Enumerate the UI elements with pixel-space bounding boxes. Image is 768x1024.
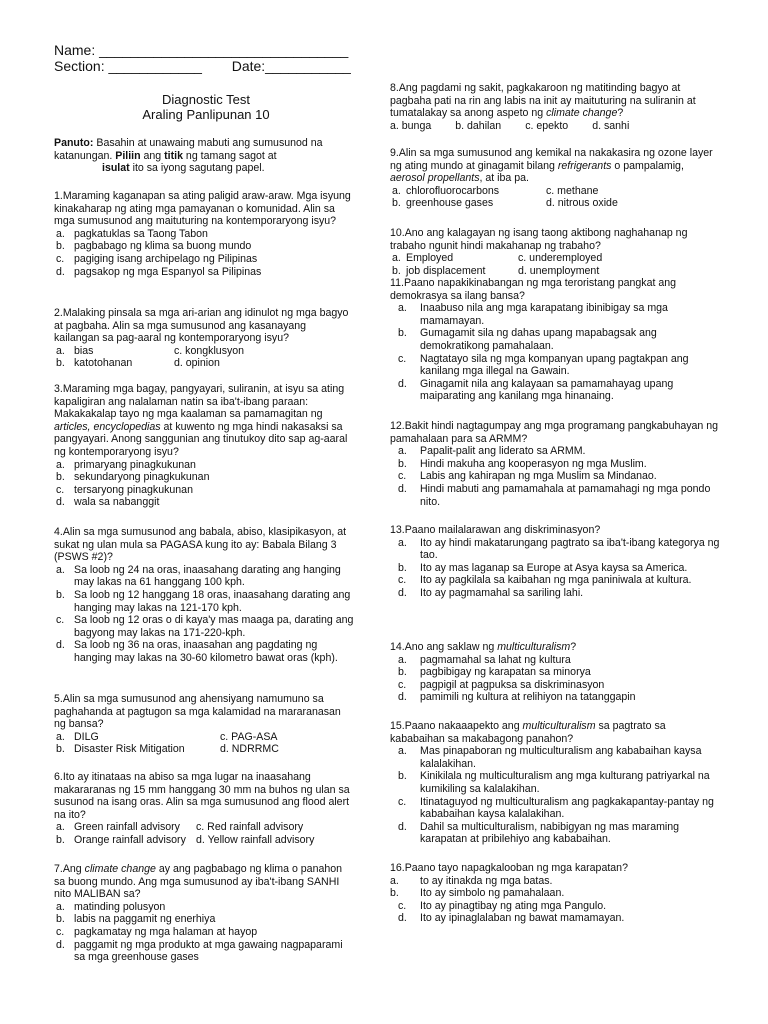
question-stem: 3.Maraming mga bagay, pangyayari, suliranin, at isyu sa ating kapaligiran ang nalalaman natin sa iba't-ibang paraan: Makakakalap tayo ng mga kaalaman sa pamamagitan ng articles, encyclopedias at kuwento ng mga hindi nakasaksi sa pangyayari. Anong sanggunian ang tinutukoy dito sap ag-aaral ng kontemporaryong isyu? (54, 383, 348, 458)
question-stem: 13.Paano mailalarawan ang diskriminasyon? (390, 524, 601, 536)
option-a[interactable]: a. Inaabuso nila ang mga karapatang ibinibigay sa mga mamamayan. (398, 302, 668, 327)
question-stem: 14.Ano ang saklaw ng multiculturalism? (390, 641, 577, 653)
question-stem: 10.Ano ang kalagayan ng isang taong aktibong naghahanap ng trabaho ngunit hindi makahanap ng trabaho? (390, 227, 688, 252)
question-4 (54, 526, 354, 665)
question-6 (54, 771, 354, 847)
option-a[interactable]: a. bunga (390, 119, 432, 132)
question-stem: 6.Ito ay itinataas na abiso sa mga lugar na inaasahang makararanas ng 15 mm hanggang 30 mm na buhos ng ulan sa susunod na isang oras. Alin sa mga sumusunod ang flood alert na ito? (54, 771, 350, 821)
option-a[interactable]: a. Sa loob ng 24 na oras, inaasahang darating ang hanging may lakas na 61 hanggang 100 kph. (56, 563, 341, 589)
option-c[interactable]: c. pagkamatay ng mga halaman at hayop (56, 925, 258, 938)
option-c[interactable]: c. Sa loob ng 12 oras o di kaya'y mas maaga pa, darating ang bagyong may lakas na 171-220-kph. (56, 614, 354, 639)
student-info-block (54, 42, 364, 74)
option-b[interactable]: b. greenhouse gases (392, 197, 494, 210)
option-b[interactable]: b. Disaster Risk Mitigation (56, 743, 185, 756)
instructions: Panuto: Basahin at unawaing mabuti ang sumusunod na katanungan. Piliin ang titik ng tamang sagot at isulat ito sa iyong sagutang papel. (54, 137, 323, 175)
question-stem: 8.Ang pagdami ng sakit, pagkakaroon ng matitinding bagyo at pagbaha pati na rin ang labis na init ay maituturing na suliranin at tumatalakay sa anong aspeto ng climate change? (390, 82, 696, 120)
option-b[interactable]: b. Gumagamit sila ng dahas upang mapabagsak ang demokratikong pamahalaan. (398, 327, 657, 352)
option-b[interactable]: b. pagbibigay ng karapatan sa minorya (398, 666, 591, 679)
question-15 (390, 720, 720, 846)
option-c[interactable]: c. kongklusyon (174, 344, 245, 357)
option-a[interactable]: a. Employed (392, 252, 454, 265)
question-13 (390, 524, 720, 600)
question-14 (390, 641, 720, 704)
title-block (54, 92, 358, 122)
question-stem: 16.Paano tayo napagkalooban ng mga karapatan? (390, 862, 628, 874)
option-a[interactable]: a. Green rainfall advisory (56, 821, 180, 834)
option-b[interactable]: b. Orange rainfall advisory (56, 833, 186, 846)
option-a[interactable]: a. primaryang pinagkukunan (56, 458, 196, 471)
option-c[interactable]: c. PAG-ASA (220, 730, 278, 743)
option-c[interactable]: c. underemployed (518, 252, 603, 265)
question-stem: 11.Paano napakikinabangan ng mga teroristang pangkat ang demokrasya sa ilang bansa? (390, 277, 677, 302)
option-a[interactable]: a. Ito ay hindi makatarungang pagtrato sa iba't-ibang kategorya ng tao. (398, 536, 720, 562)
options-row (390, 120, 720, 133)
option-a[interactable]: a. Mas pinapaboran ng multiculturalism ang kababaihan kaysa kalalakihan. (398, 745, 702, 770)
question-8 (390, 82, 720, 132)
question-1 (54, 190, 354, 278)
option-d[interactable]: d. paggamit ng mga produkto at mga gawaing nagpaparami sa mga greenhouse gases (56, 938, 343, 964)
option-b[interactable]: b. labis na paggamit ng enerhiya (56, 913, 216, 926)
option-d[interactable]: d. Sa loob ng 36 na oras, inaasahan ang pagdating ng hanging may lakas na 30-60 kilometro bawat oras (kph). (56, 639, 338, 664)
question-10 (390, 227, 720, 277)
option-c[interactable]: c. tersaryong pinagkukunan (56, 483, 193, 496)
option-b[interactable]: b. pagbabago ng klima sa buong mundo (56, 240, 252, 253)
section-field[interactable]: Section: ____________ (54, 58, 202, 74)
question-stem: 2.Malaking pinsala sa mga ari-arian ang idinulot ng mga bagyo at pagbaha. Alin sa mga sumusunod ang kasanayang kailangan sa pag-aaral ng kontemporaryong isyu? (54, 307, 349, 345)
question-12 (390, 420, 720, 508)
option-d[interactable]: d. Ginagamit nila ang kalayaan sa pamamahayag upang maiparating ang kanilang mga hinanaing. (398, 377, 674, 403)
option-d[interactable]: d. Ito ay pagmamahal sa sariling lahi. (398, 586, 584, 599)
option-b[interactable]: b. Kinikilala ng multiculturalism ang mga kulturang patriyarkal na kumikiling sa kalalakihan. (398, 770, 710, 795)
question-5 (54, 693, 354, 756)
question-16 (390, 862, 720, 925)
option-c[interactable]: c. Ito ay pagkilala sa kaibahan ng mga paniniwala at kultura. (398, 574, 692, 587)
option-c[interactable]: c. Nagtatayo sila ng mga kompanyan upang pagtakpan ang kanilang mga illegal na Gawain. (398, 352, 689, 378)
name-field[interactable]: Name: ________________________________ (54, 42, 349, 58)
option-a[interactable]: a. Papalit-palit ang liderato sa ARMM. (398, 445, 586, 458)
date-field[interactable]: Date:___________ (231, 58, 351, 74)
option-c[interactable]: c. pagiging isang archipelago ng Pilipinas (56, 252, 258, 265)
option-b[interactable]: b. sekundaryong pinagkukunan (56, 471, 210, 484)
option-c[interactable]: c. Ito ay pinagtibay ng ating mga Pangulo. (398, 899, 607, 912)
question-stem: 4.Alin sa mga sumusunod ang babala, abiso, klasipikasyon, at sukat ng ulan mula sa PAGASA kung ito ay: Babala Bilang 3 (PSWS #2)? (54, 526, 347, 564)
question-11 (390, 277, 720, 403)
option-c[interactable]: c. Red rainfall advisory (196, 821, 304, 834)
question-7 (54, 863, 354, 964)
question-3 (54, 383, 354, 509)
page-subtitle: Araling Panlipunan 10 (142, 107, 270, 122)
option-a[interactable]: a. matinding polusyon (56, 900, 166, 913)
option-d[interactable]: d. pagsakop ng mga Espanyol sa Pilipinas (56, 265, 262, 278)
option-d[interactable]: d. Dahil sa multiculturalism, nabibigyan ng mas maraming karapatan at pribilehiyo ang kababaihan. (398, 820, 680, 846)
question-stem: 9.Alin sa mga sumusunod ang kemikal na nakakasira ng ozone layer ng ating mundo at ginagamit bilang refrigerants o pampalamig, aerosol propellants, at iba pa. (390, 147, 713, 185)
option-c[interactable]: c. epekto (525, 119, 569, 132)
page-title: Diagnostic Test (162, 92, 250, 107)
option-b[interactable]: b. Sa loob ng 12 hanggang 18 oras, inaasahang darating ang hanging may lakas na 121-170 kph. (56, 588, 351, 614)
option-d[interactable]: d. NDRRMC (220, 743, 279, 756)
question-stem: 7.Ang climate change ay ang pagbabago ng klima o panahon sa buong mundo. Ang mga sumusunod ay iba't-ibang SANHI nito MALIBAN sa? (54, 863, 343, 901)
question-9 (390, 147, 720, 210)
option-b[interactable]: b. Ito ay mas laganap sa Europe at Asya kaysa sa America. (398, 561, 688, 574)
option-a[interactable]: a. DILG (56, 730, 99, 743)
option-a[interactable]: a. to ay itinakda ng mga batas. (390, 874, 553, 887)
question-stem: 1.Maraming kaganapan sa ating paligid araw-araw. Mga isyung kinakaharap ng ating mga pamayanan o komunidad. Alin sa mga sumusunod ang maituturing na kontemporaryong isyu? (54, 190, 351, 228)
option-d[interactable]: d. Yellow rainfall advisory (196, 833, 315, 846)
question-stem: 15.Paano nakaaapekto ang multiculturalism sa pagtrato sa kababaihan sa makabagong panahon? (390, 720, 666, 745)
option-b[interactable]: b. Hindi makuha ang kooperasyon ng mga Muslim. (398, 457, 647, 470)
option-d[interactable]: d. unemployment (518, 264, 600, 277)
option-d[interactable]: d. pamimili ng kultura at relihiyon na tatanggapin (398, 691, 636, 704)
option-d[interactable]: d. nitrous oxide (546, 197, 618, 210)
question-stem: 12.Bakit hindi nagtagumpay ang mga programang pangkabuhayan ng pamahalaan para sa ARMM? (390, 420, 719, 445)
section-date-row (54, 58, 364, 74)
option-d[interactable]: d. sanhi (592, 119, 630, 132)
option-a[interactable]: a. chlorofluorocarbons (392, 184, 500, 197)
option-d[interactable]: d. opinion (174, 357, 220, 370)
option-c[interactable]: c. pagpigil at pagpuksa sa diskriminasyon (398, 678, 605, 691)
question-2 (54, 307, 354, 370)
instructions-label: Panuto: (54, 137, 94, 149)
option-c[interactable]: c. Itinataguyod ng multiculturalism ang pagkakapantay-pantay ng kababaihan kaysa kalalakihan. (398, 795, 714, 821)
option-a[interactable]: a. bias (56, 344, 94, 357)
option-d[interactable]: d. Ito ay ipinaglalaban ng bawat mamamayan. (398, 912, 625, 925)
option-d[interactable]: d. wala sa nabanggit (56, 496, 160, 509)
option-a[interactable]: a. pagmamahal sa lahat ng kultura (398, 653, 571, 666)
option-b[interactable]: b. dahilan (455, 119, 502, 132)
option-a[interactable]: a. pagkatuklas sa Taong Tabon (56, 227, 208, 240)
option-d[interactable]: d. Hindi mabuti ang pamamahala at pamamahagi ng mga pondo nito. (398, 482, 711, 508)
option-c[interactable]: c. methane (546, 184, 599, 197)
question-stem: 5.Alin sa mga sumusunod ang ahensiyang namumuno sa paghahanda at pagtugon sa mga kalamidad na mararanasan ng bansa? (54, 693, 341, 731)
option-b[interactable]: b. katotohanan (56, 357, 133, 370)
option-b[interactable]: b. Ito ay simbolo ng pamahalaan. (390, 887, 565, 900)
option-b[interactable]: b. job displacement (392, 264, 486, 277)
option-c[interactable]: c. Labis ang kahirapan ng mga Muslim sa Mindanao. (398, 470, 657, 483)
